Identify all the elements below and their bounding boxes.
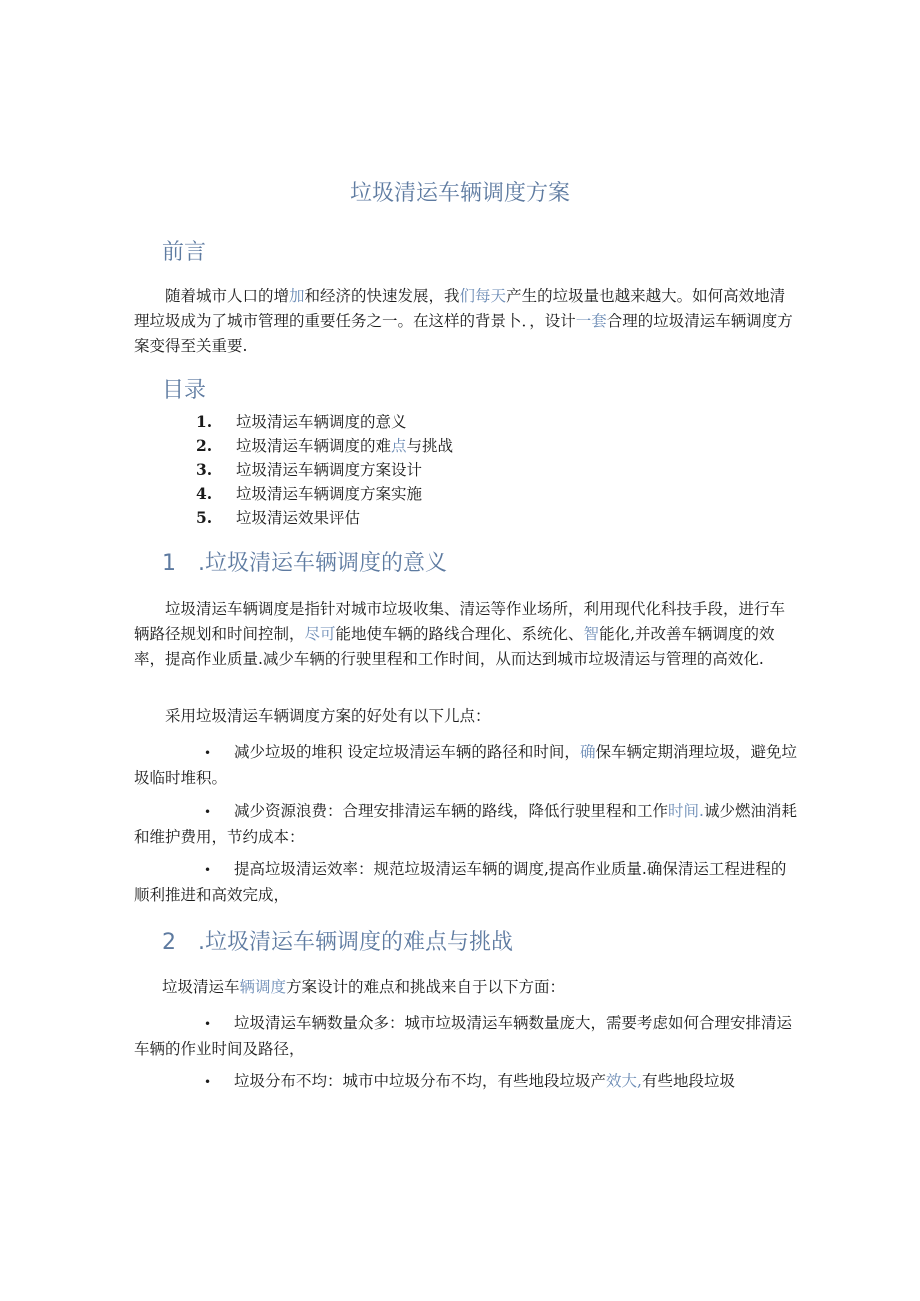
bullet-dot: • (204, 863, 212, 877)
bullet-item: • 垃圾清运车辆数量众多：城市垃圾清运车辆数量庞大，需要考虑如何合理安排清运车辆的作业时间及路径， (134, 1014, 793, 1058)
preface-heading: 前言 (162, 240, 207, 265)
section2-intro: 垃圾清运车辆调度方案设计的难点和挑战来自于以下方面： (162, 978, 566, 996)
section2-heading: 2 .垃圾清运车辆调度的难点与挑战 (162, 930, 513, 955)
toc-item: 2. 垃圾清运车辆调度的难点与挑战 (196, 436, 454, 455)
bullet-dot: • (204, 1017, 212, 1031)
bullet-dot: • (204, 805, 212, 819)
bullet-dot: • (204, 1075, 212, 1089)
section1-heading: 1 .垃圾清运车辆调度的意义 (162, 551, 447, 576)
bullet-item: • 垃圾分布不均：城市中垃圾分布不均，有些地段垃圾产效大,有些地段垃圾 (134, 1069, 798, 1095)
section1-benefits-intro: 采用垃圾清运车辆调度方案的好处有以下儿点： (165, 707, 491, 725)
toc-heading: 目录 (162, 378, 207, 403)
bullet-item: • 减少资源浪费：合理安排清运车辆的路线，降低行驶里程和工作时间.诚少燃油消耗和维护费用，节约成本： (134, 802, 797, 846)
toc-item: 4. 垃圾清运车辆调度方案实施 (196, 484, 423, 503)
bullet-item: • 减少垃圾的堆积 设定垃圾清运车辆的路径和时间，确保车辆定期消理垃圾，避免垃圾临时堆积。 (134, 743, 797, 787)
preface-paragraph: 随着城市人口的增加和经济的快速发展，我们每天产生的垃圾量也越来越大。如何高效地清理垃圾成为了城市管理的重要任务之一。在这样的背景卜．，设计一套合理的垃圾清运车辆调度方案变得至关重要. (134, 287, 793, 355)
section1-paragraph: 垃圾清运车辆调度是指针对城市垃圾收集、清运等作业场所，利用现代化科技手段，进行车辆路径规划和时间控制，尽可能地使车辆的路线合理化、系统化、智能化,并改善车辆调度的效率，提高作业质量.减少车辆的行驶里程和工作时间，从而达到城市垃圾清运与管理的高效化. (134, 600, 786, 668)
document-title: 垃圾清运车辆调度方案 (349, 181, 570, 206)
toc-list (196, 410, 453, 530)
bullet-dot: • (204, 746, 212, 760)
toc-item: 3. 垃圾清运车辆调度方案设计 (196, 460, 423, 479)
toc-item: 1. 垃圾清运车辆调度的意义 (196, 412, 407, 431)
toc-item: 5. 垃圾清运效果评估 (196, 508, 361, 527)
bullet-item: • 提高垃圾清运效率：规范垃圾清运车辆的调度,提高作业质量.确保清运工程进程的顺利推进和高效完成， (134, 860, 787, 904)
